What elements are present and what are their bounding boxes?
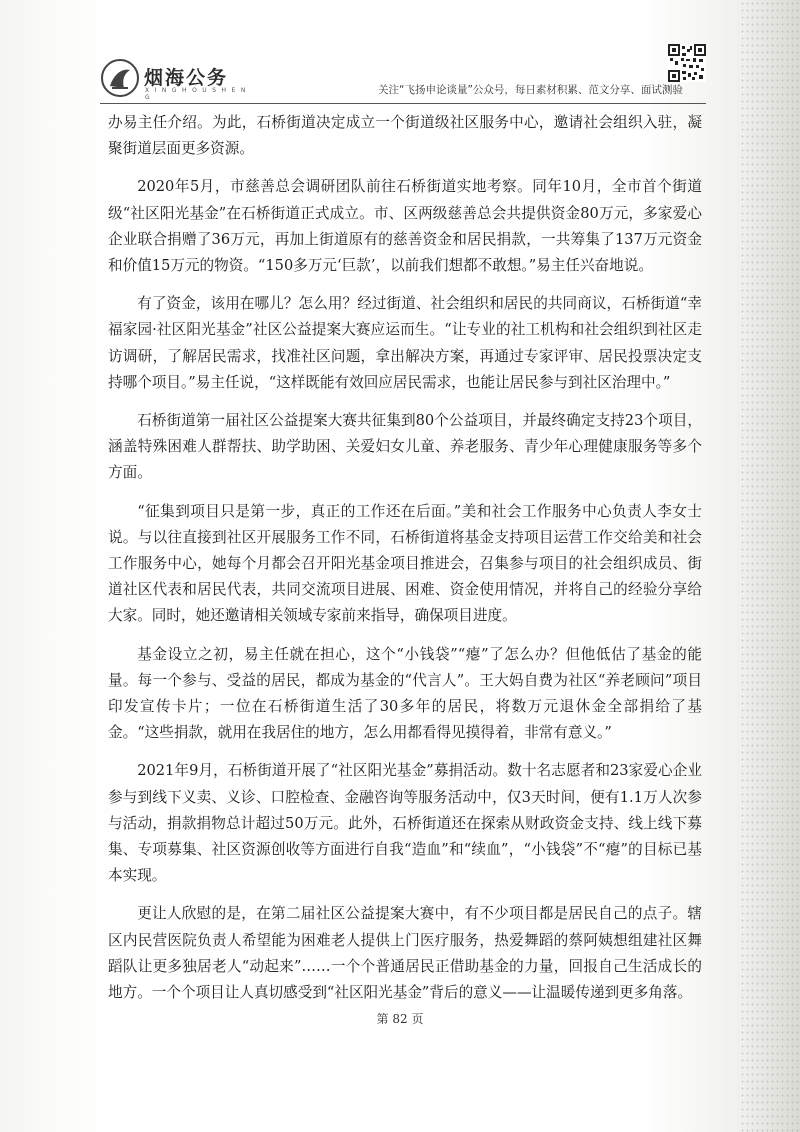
paragraph-1: 办易主任介绍。为此，石桥街道决定成立一个街道级社区服务中心，邀请社会组织入驻，凝聚街道层面更多资源。 bbox=[108, 114, 702, 158]
paragraph-7: 2021年9月，石桥街道开展了“社区阳光基金”募捐活动。数十名志愿者和23家爱心企业参与到线下义卖、义诊、口腔检查、金融咨询等服务活动中，仅3天时间，便有1.1万人次参与活动，捐款捐物总计超过50万元。此外，石桥街道还在探索从财政资金支持、线上线下募集、专项募集、社区资源创收等方面进行自我“造血”和“续血”，“小钱袋”不“瘪”的目标已基本实现。 bbox=[108, 762, 702, 885]
paragraph-8: 更让人欣慰的是，在第二届社区公益提案大赛中，有不少项目都是居民自己的点子。辖区内民营医院负责人希望能为困难老人提供上门医疗服务，热爱舞蹈的蔡阿姨想组建社区舞蹈队让更多独居老人“动起来”……一个个普通居民正借助基金的力量，回报自己生活成长的地方。一个个项目让人真切感受到“社区阳光基金”背后的意义——让温暖传递到更多角落。 bbox=[108, 905, 702, 1002]
paragraph-3: 有了资金，该用在哪儿？怎么用？经过街道、社会组织和居民的共同商议，石桥街道“幸福家园·社区阳光基金”社区公益提案大赛应运而生。“让专业的社工机构和社会组织到社区走访调研，了解居民需求，找准社区问题，拿出解决方案，再通过专家评审、居民投票决定支持哪个项目。”易主任说，“这样既能有效回应居民需求，也能让居民参与到社区治理中。” bbox=[108, 295, 702, 391]
paragraph-2: 2020年5月，市慈善总会调研团队前往石桥街道实地考察。同年10月，全市首个街道级“社区阳光基金”在石桥街道正式成立。市、区两级慈善总会共提供资金80万元，多家爱心企业联合捐赠了36万元，再加上街道原有的慈善资金和居民捐款，一共筹集了137万元资金和价值15万元的物资。“150多万元‘巨款’，以前我们想都不敢想。”易主任兴奋地说。 bbox=[108, 178, 702, 275]
logo-mark-icon bbox=[100, 58, 140, 98]
page-number: 第 82 页 bbox=[376, 1012, 424, 1026]
scan-noise-edge bbox=[740, 0, 800, 1132]
article-body bbox=[108, 110, 702, 1018]
paragraph-5: “征集到项目只是第一步，真正的工作还在后面。”美和社会工作服务中心负责人李女士说。与以往直接到社区开展服务工作不同，石桥街道将基金支持项目运营工作交给美和社会工作服务中心，她每个月都会召开阳光基金项目推进会，召集参与项目的社会组织成员、街道社区代表和居民代表，共同交流项目进展、困难、资金使用情况，并将自己的经验分享给大家。同时，她还邀请相关领域专家前来指导，确保项目进度。 bbox=[108, 502, 702, 625]
header-divider bbox=[100, 103, 706, 104]
qr-code-icon bbox=[668, 44, 706, 82]
brand-logo bbox=[100, 58, 250, 102]
paragraph-6: 基金设立之初，易主任就在担心，这个“小钱袋”“瘪”了怎么办？但他低估了基金的能量。每一个参与、受益的居民，都成为基金的“代言人”。王大妈自费为社区“养老顾问”项目印发宣传卡片；一位在石桥街道生活了30多年的居民，将数万元退休金全部捐给了基金。“这些捐款，就用在我居住的地方，怎么用都看得见摸得着，非常有意义。” bbox=[108, 645, 702, 742]
paragraph-4: 石桥街道第一届社区公益提案大赛共征集到80个公益项目，并最终确定支持23个项目，涵盖特殊困难人群帮扶、助学助困、关爱妇女儿童、养老服务、青少年心理健康服务等多个方面。 bbox=[108, 412, 702, 482]
logo-title: 烟海公务 bbox=[144, 67, 229, 89]
header-tagline: 关注“飞扬申论谈量”公众号，每日素材积累、范文分享、面试测验 bbox=[378, 84, 683, 96]
logo-subtitle: X I N G H O U S H E N G bbox=[145, 87, 248, 101]
page-header bbox=[100, 44, 700, 100]
